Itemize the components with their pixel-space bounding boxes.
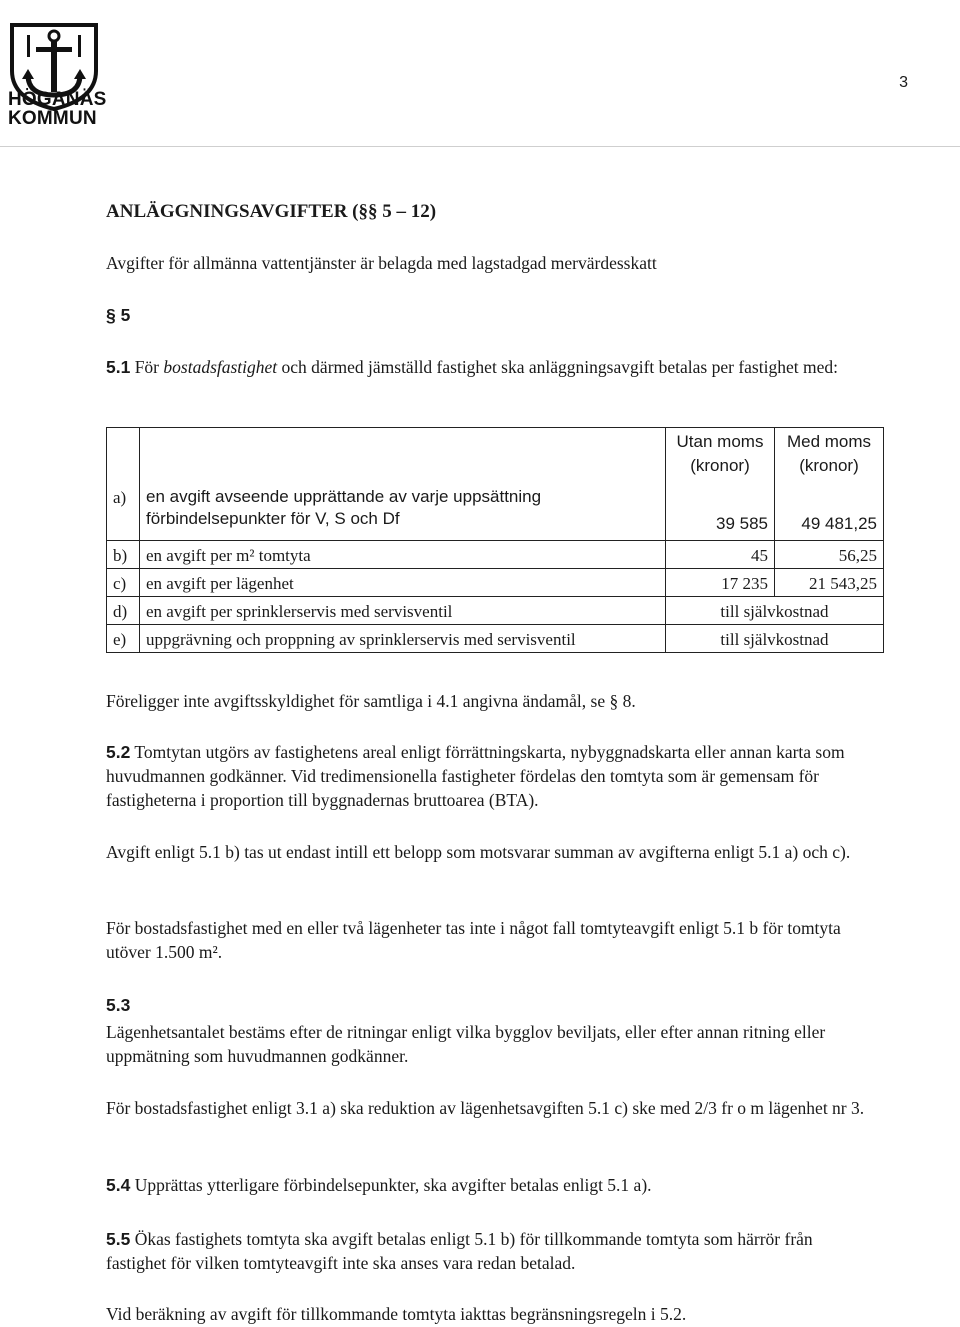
row-letter: a): [107, 478, 140, 540]
column-header-incl-vat: Med moms (kronor): [775, 428, 884, 479]
fee-table-header-row: [107, 428, 884, 479]
paragraph-5-3: Lägenhetsantalet bestäms efter de ritningar enligt vilka bygglov beviljats, eller efter annan ritning eller uppmätning som huvudmannen godkänner.: [106, 1022, 826, 1066]
paragraph-5-5-b: Vid beräkning av avgift för tillkommande tomtyta iakttas begränsningsregeln i 5.2.: [106, 1304, 687, 1324]
row-description: uppgrävning och proppning av sprinklerservis med servisventil: [140, 624, 666, 652]
column-header-excl-vat: Utan moms (kronor): [666, 428, 775, 479]
logo-wordmark: [8, 90, 107, 128]
section-heading-5: § 5: [106, 305, 131, 325]
section-number-5-4: 5.4: [106, 1175, 131, 1195]
row-cost-basis: till självkostnad: [666, 624, 884, 652]
paragraph-5-4-text: Upprättas ytterligare förbindelsepunkter, ska avgifter betalas enligt 5.1 a).: [134, 1175, 652, 1195]
section-number-5-5: 5.5: [106, 1229, 131, 1249]
row-description: en avgift per sprinklerservis med servisventil: [140, 596, 666, 624]
logo-line-2: KOMMUN: [8, 108, 97, 129]
row-amount-excl: 17 235: [666, 568, 775, 596]
row-amount-excl: 45: [666, 540, 775, 568]
paragraph-5-1-pre: För: [134, 357, 160, 377]
paragraph-5-1-post: och därmed jämställd fastighet ska anläggningsavgift betalas per fastighet med:: [281, 357, 838, 377]
paragraph-5-5: [106, 1227, 870, 1275]
table-row: [107, 540, 884, 568]
row-letter: d): [107, 596, 140, 624]
paragraph-5-5-text: Ökas fastighets tomtyta ska avgift betalas enligt 5.1 b) för tillkommande tomtyta som härrör från fastighet för vilken tomtyteavgift inte ska anses vara redan betalad.: [106, 1229, 813, 1273]
intro-text: Avgifter för allmänna vattentjänster är belagda med lagstadgad mervärdesskatt: [106, 253, 657, 273]
table-row: [107, 596, 884, 624]
row-cost-basis: till självkostnad: [666, 596, 884, 624]
paragraph-5-2-b: Avgift enligt 5.1 b) tas ut endast intill ett belopp som motsvarar summan av avgifterna enligt 5.1 a) och c).: [106, 842, 851, 862]
table-row: [107, 478, 884, 540]
row-letter: e): [107, 624, 140, 652]
row-amount-excl: 39 585: [666, 478, 775, 540]
table-row: [107, 624, 884, 652]
row-description: en avgift avseende upprättande av varje uppsättning förbindelsepunkter för V, S och Df: [140, 478, 666, 540]
paragraph-5-2-text: Tomtytan utgörs av fastighetens areal enligt förrättningskarta, nybyggnadskarta eller annan karta som huvudmannen godkänner. Vid tredimensionella fastigheter fördelas den tomtyta som är gemensam för fastigheterna i proportion till byggnadernas bruttoarea (BTA).: [106, 742, 845, 810]
paragraph-5-4: [106, 1173, 870, 1197]
row-letter: c): [107, 568, 140, 596]
paragraph-5-1: [106, 355, 870, 379]
row-amount-incl: 49 481,25: [775, 478, 884, 540]
paragraph-5-3-b: För bostadsfastighet enligt 3.1 a) ska reduktion av lägenhetsavgiften 5.1 c) ske med 2/3 fr o m lägenhet nr 3.: [106, 1098, 865, 1118]
row-amount-incl: 21 543,25: [775, 568, 884, 596]
row-amount-incl: 56,25: [775, 540, 884, 568]
section-number-5-1: 5.1: [106, 357, 131, 377]
row-letter: b): [107, 540, 140, 568]
section-number-5-2: 5.2: [106, 742, 131, 762]
page-title: ANLÄGGNINGSAVGIFTER (§§ 5 – 12): [106, 201, 437, 222]
paragraph-5-2: [106, 740, 870, 812]
header-divider: [0, 146, 960, 147]
row-description: en avgift per m² tomtyta: [140, 540, 666, 568]
page-number: 3: [899, 74, 908, 91]
section-number-5-3: 5.3: [106, 995, 131, 1015]
table-row: [107, 568, 884, 596]
note-5-1: Föreligger inte avgiftsskyldighet för samtliga i 4.1 angivna ändamål, se § 8.: [106, 691, 636, 711]
row-description: en avgift per lägenhet: [140, 568, 666, 596]
paragraph-5-1-italic: bostadsfastighet: [163, 357, 278, 377]
paragraph-5-2-c: För bostadsfastighet med en eller två lägenheter tas inte i något fall tomtyteavgift enligt 5.1 b för tomtyta utöver 1.500 m².: [106, 918, 841, 962]
fee-table: [106, 427, 884, 653]
logo-line-1: HÖGANÄS: [8, 89, 107, 110]
